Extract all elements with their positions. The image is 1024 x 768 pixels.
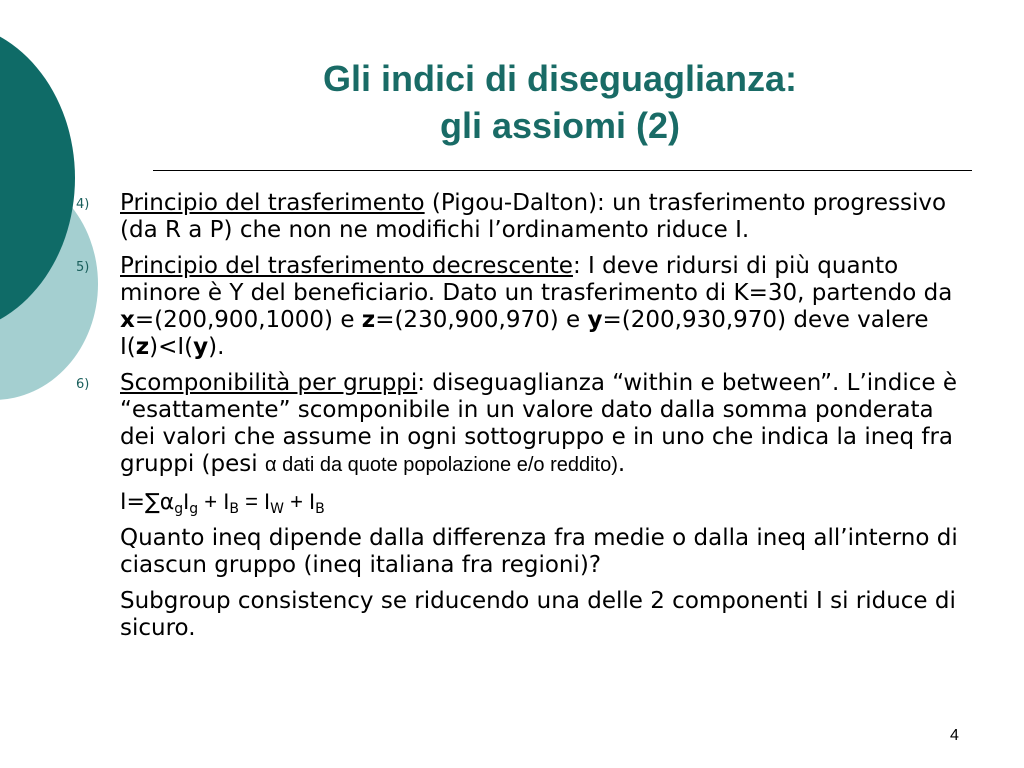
item-heading: Principio del trasferimento decrescente xyxy=(120,253,573,279)
formula-sub: B xyxy=(229,501,239,517)
decomposition-formula xyxy=(120,488,970,516)
formula-term: I xyxy=(183,489,190,514)
paragraph-subgroup-consistency: Subgroup consistency se riducendo una delle 2 componenti I si riduce di sicuro. xyxy=(120,588,956,641)
vector-z: z xyxy=(361,307,376,333)
title-line-2: gli assiomi (2) xyxy=(439,105,681,146)
item-text: (Pigou-Dalton): un trasferimento progressivo (da R a P) che non ne modifichi l’ordinamento riduce I. xyxy=(120,190,947,243)
paragraph-ineq-question: Quanto ineq dipende dalla differenza fra medie o dalla ineq all’interno di ciascun gruppo (ineq italiana fra regioni)? xyxy=(120,525,958,578)
item-text: : diseguaglianza “within e between”. L’indice è “esattamente” scomponibile in un valore dato dalla somma ponderata dei valori che assume in ogni sottogruppo e in uno che indica la ineq fra gruppi (pesi xyxy=(120,370,957,477)
formula-sub: g xyxy=(189,501,199,517)
list-item-6 xyxy=(76,370,970,479)
item-text: =(200,900,1000) e xyxy=(134,307,362,333)
item-text: )<I( xyxy=(149,334,194,360)
title-line-1: Gli indici di diseguaglianza: xyxy=(322,58,798,99)
item-heading: Scomponibilità per gruppi xyxy=(120,370,418,396)
formula-term: = I xyxy=(238,489,271,514)
page-number: 4 xyxy=(950,727,959,744)
slide-title xyxy=(230,55,890,149)
item-text: : I deve ridursi di più quanto minore è Y del beneficiario. Dato un trasferimento di K=30, partendo da xyxy=(120,253,953,306)
item-text: =(230,900,970) e xyxy=(375,307,588,333)
formula-sub: B xyxy=(315,501,325,517)
title-divider xyxy=(153,170,972,171)
vector-y: y xyxy=(587,307,603,333)
list-item-4 xyxy=(76,190,970,244)
item-number: 5) xyxy=(76,260,90,275)
formula-sub: W xyxy=(270,501,284,517)
vector-z: z xyxy=(135,334,150,360)
item-number: 6) xyxy=(76,377,90,392)
item-number: 4) xyxy=(76,197,90,212)
item-text: =(200,930,970) deve valere I( xyxy=(120,307,929,360)
slide-body xyxy=(76,190,970,651)
item-small-text: α dati da quote popolazione e/o reddito) xyxy=(264,454,618,476)
vector-x: x xyxy=(120,307,135,333)
formula-prefix: I=∑α xyxy=(120,490,175,515)
item-text: . xyxy=(617,451,626,477)
vector-y: y xyxy=(193,334,209,360)
item-text: ). xyxy=(208,334,225,360)
list-item-5 xyxy=(76,253,970,361)
formula-term: + I xyxy=(198,489,230,514)
item-heading: Principio del trasferimento xyxy=(120,190,425,216)
formula-term: + I xyxy=(283,489,316,514)
formula-sub: g xyxy=(174,501,184,517)
